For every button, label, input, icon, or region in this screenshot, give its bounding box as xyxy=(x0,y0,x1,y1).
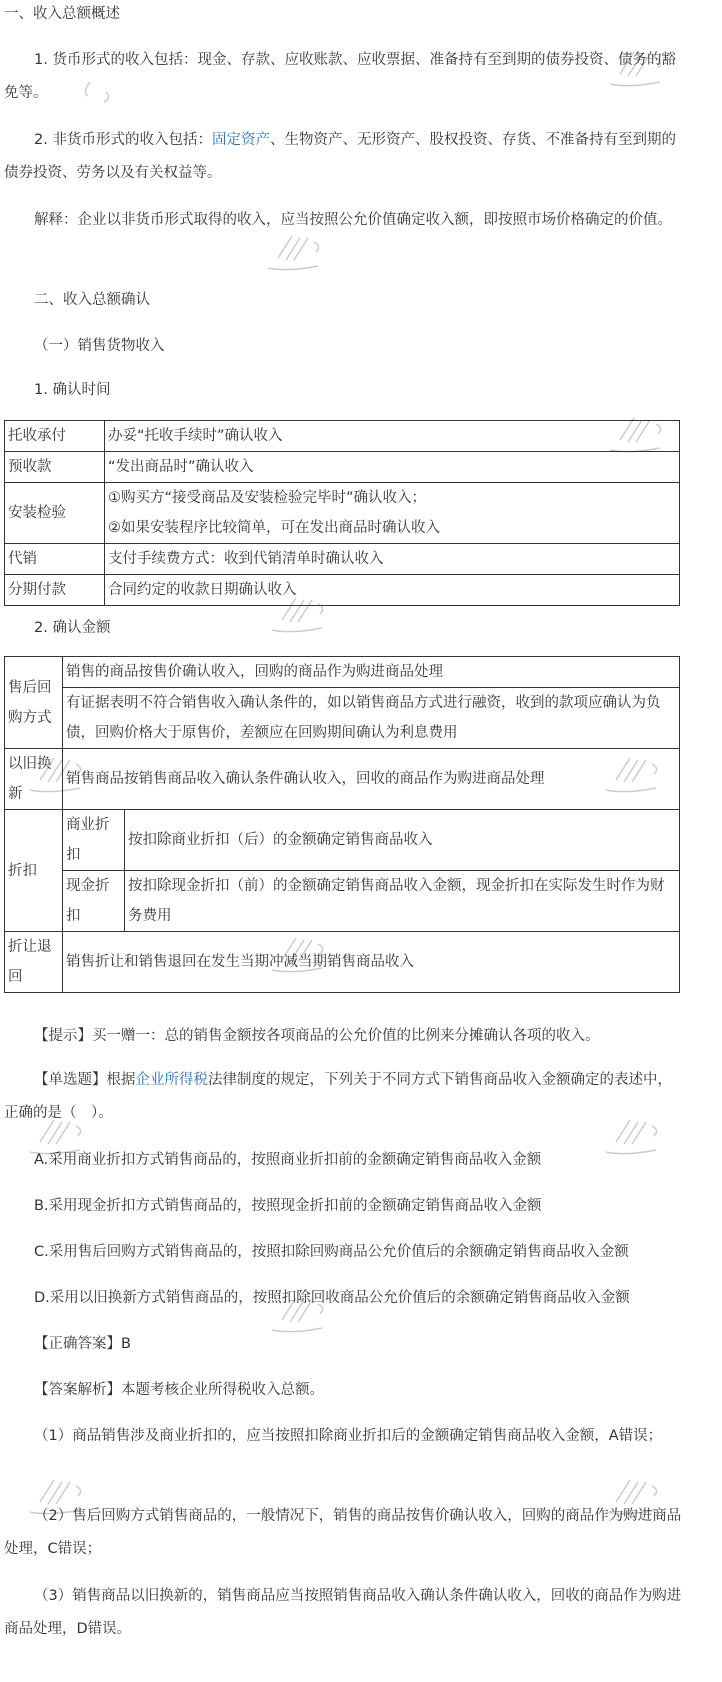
confirmation-time-table xyxy=(4,420,680,606)
table-cell-text: 销售折让和销售退回在发生当期冲减当期销售商品收入 xyxy=(63,932,680,993)
corporate-income-tax-link[interactable]: 企业所得税 xyxy=(135,1072,208,1088)
question-stem xyxy=(4,1064,684,1130)
table-cell-text: 合同约定的收款日期确认收入 xyxy=(105,575,680,606)
analysis-title: 【答案解析】本题考核企业所得税收入总额。 xyxy=(34,1382,324,1398)
table-cell-text: 按扣除现金折扣（前）的金额确定销售商品收入金额，现金折扣在实际发生时作为财务费用 xyxy=(125,871,680,932)
analysis-point: （1）商品销售涉及商业折扣的，应当按照扣除商业折扣后的金额确定销售商品收入金额，A错误； xyxy=(34,1428,663,1444)
table-cell-label: 折扣 xyxy=(5,810,63,932)
table-row xyxy=(5,544,680,575)
table-cell-sublabel: 商业折扣 xyxy=(63,810,125,871)
paragraph-text: 2. 非货币形式的收入包括： xyxy=(34,132,212,148)
table-cell-label: 代销 xyxy=(5,544,105,575)
option-b: B.采用现金折扣方式销售商品的，按照现金折扣前的金额确定销售商品收入金额 xyxy=(34,1198,542,1214)
correct-answer: 【正确答案】B xyxy=(34,1336,131,1352)
table-cell-text xyxy=(105,483,680,544)
table-row xyxy=(5,657,680,688)
paragraph-monetary-income: 1. 货币形式的收入包括：现金、存款、应收账款、应收票据、准备持有至到期的债券投资、债务的豁免等。 xyxy=(4,52,676,101)
question-text: 法律制度的规定，下列关于不同方式下销售商品收入金额确定的表述中，正确的是（ ）。 xyxy=(4,1072,672,1121)
section-heading: 一、收入总额概述 xyxy=(4,6,120,22)
table-row xyxy=(5,421,680,452)
table-cell-label: 安装检验 xyxy=(5,483,105,544)
paragraph-explanation: 解释：企业以非货币形式取得的收入，应当按照公允价值确定收入额，即按照市场价格确定的价值。 xyxy=(34,212,672,228)
analysis-point: （3）销售商品以旧换新的，销售商品应当按照销售商品收入确认条件确认收入，回收的商品作为购进商品处理，D错误。 xyxy=(4,1588,682,1637)
table-cell-label: 折让退回 xyxy=(5,932,63,993)
table-row xyxy=(5,932,680,993)
table-row xyxy=(5,749,680,810)
time-title: 1. 确认时间 xyxy=(34,382,111,398)
table-row xyxy=(5,575,680,606)
table-cell-text: 按扣除商业折扣（后）的金额确定销售商品收入 xyxy=(125,810,680,871)
table-row xyxy=(5,810,680,871)
confirmation-amount-table xyxy=(4,656,680,993)
table-row xyxy=(5,483,680,544)
subsection-heading: （一）销售货物收入 xyxy=(34,338,165,354)
table-row xyxy=(5,452,680,483)
table-row xyxy=(5,871,680,932)
fixed-assets-link[interactable]: 固定资产 xyxy=(211,132,270,148)
cell-line: ①购买方“接受商品及安装检验完毕时”确认收入； xyxy=(108,490,427,506)
option-a: A.采用商业折扣方式销售商品的，按照商业折扣前的金额确定销售商品收入金额 xyxy=(34,1152,542,1168)
table-cell-text: “发出商品时”确认收入 xyxy=(105,452,680,483)
table-cell-label: 分期付款 xyxy=(5,575,105,606)
section-heading: 二、收入总额确认 xyxy=(34,292,150,308)
table-cell-text: 办妥“托收手续时”确认收入 xyxy=(105,421,680,452)
table-cell-text: 有证据表明不符合销售收入确认条件的，如以销售商品方式进行融资，收到的款项应确认为负债，回购价格大于原售价，差额应在回购期间确认为利息费用 xyxy=(63,688,680,749)
table-cell-text: 销售商品按销售商品收入确认条件确认收入，回收的商品作为购进商品处理 xyxy=(63,749,680,810)
table-cell-label: 预收款 xyxy=(5,452,105,483)
option-c: C.采用售后回购方式销售商品的，按照扣除回购商品公允价值后的余额确定销售商品收入金额 xyxy=(34,1244,629,1260)
table-cell-text: 支付手续费方式：收到代销清单时确认收入 xyxy=(105,544,680,575)
table-cell-label: 以旧换新 xyxy=(5,749,63,810)
table-cell-label: 售后回购方式 xyxy=(5,657,63,749)
table-cell-sublabel: 现金折扣 xyxy=(63,871,125,932)
table-cell-text: 销售的商品按售价确认收入，回购的商品作为购进商品处理 xyxy=(63,657,680,688)
tip-text: 【提示】买一赠一：总的销售金额按各项商品的公允价值的比例来分摊确认各项的收入。 xyxy=(34,1028,600,1044)
amount-title: 2. 确认金额 xyxy=(34,620,111,636)
cell-line: ②如果安装程序比较简单，可在发出商品时确认收入 xyxy=(108,520,440,536)
paragraph-nonmonetary-income xyxy=(4,124,684,190)
analysis-point: （2）售后回购方式销售商品的，一般情况下，销售的商品按售价确认收入，回购的商品作为购进商品处理，C错误； xyxy=(4,1508,682,1557)
table-cell-label: 托收承付 xyxy=(5,421,105,452)
question-text: 【单选题】根据 xyxy=(34,1072,136,1088)
paragraph-text: 、生物资产、无形资产、股权投资、存货、不准备持有至到期的债券投资、劳务以及有关权益等。 xyxy=(4,132,676,181)
table-row xyxy=(5,688,680,749)
option-d: D.采用以旧换新方式销售商品的，按照扣除回收商品公允价值后的余额确定销售商品收入金额 xyxy=(34,1290,630,1306)
